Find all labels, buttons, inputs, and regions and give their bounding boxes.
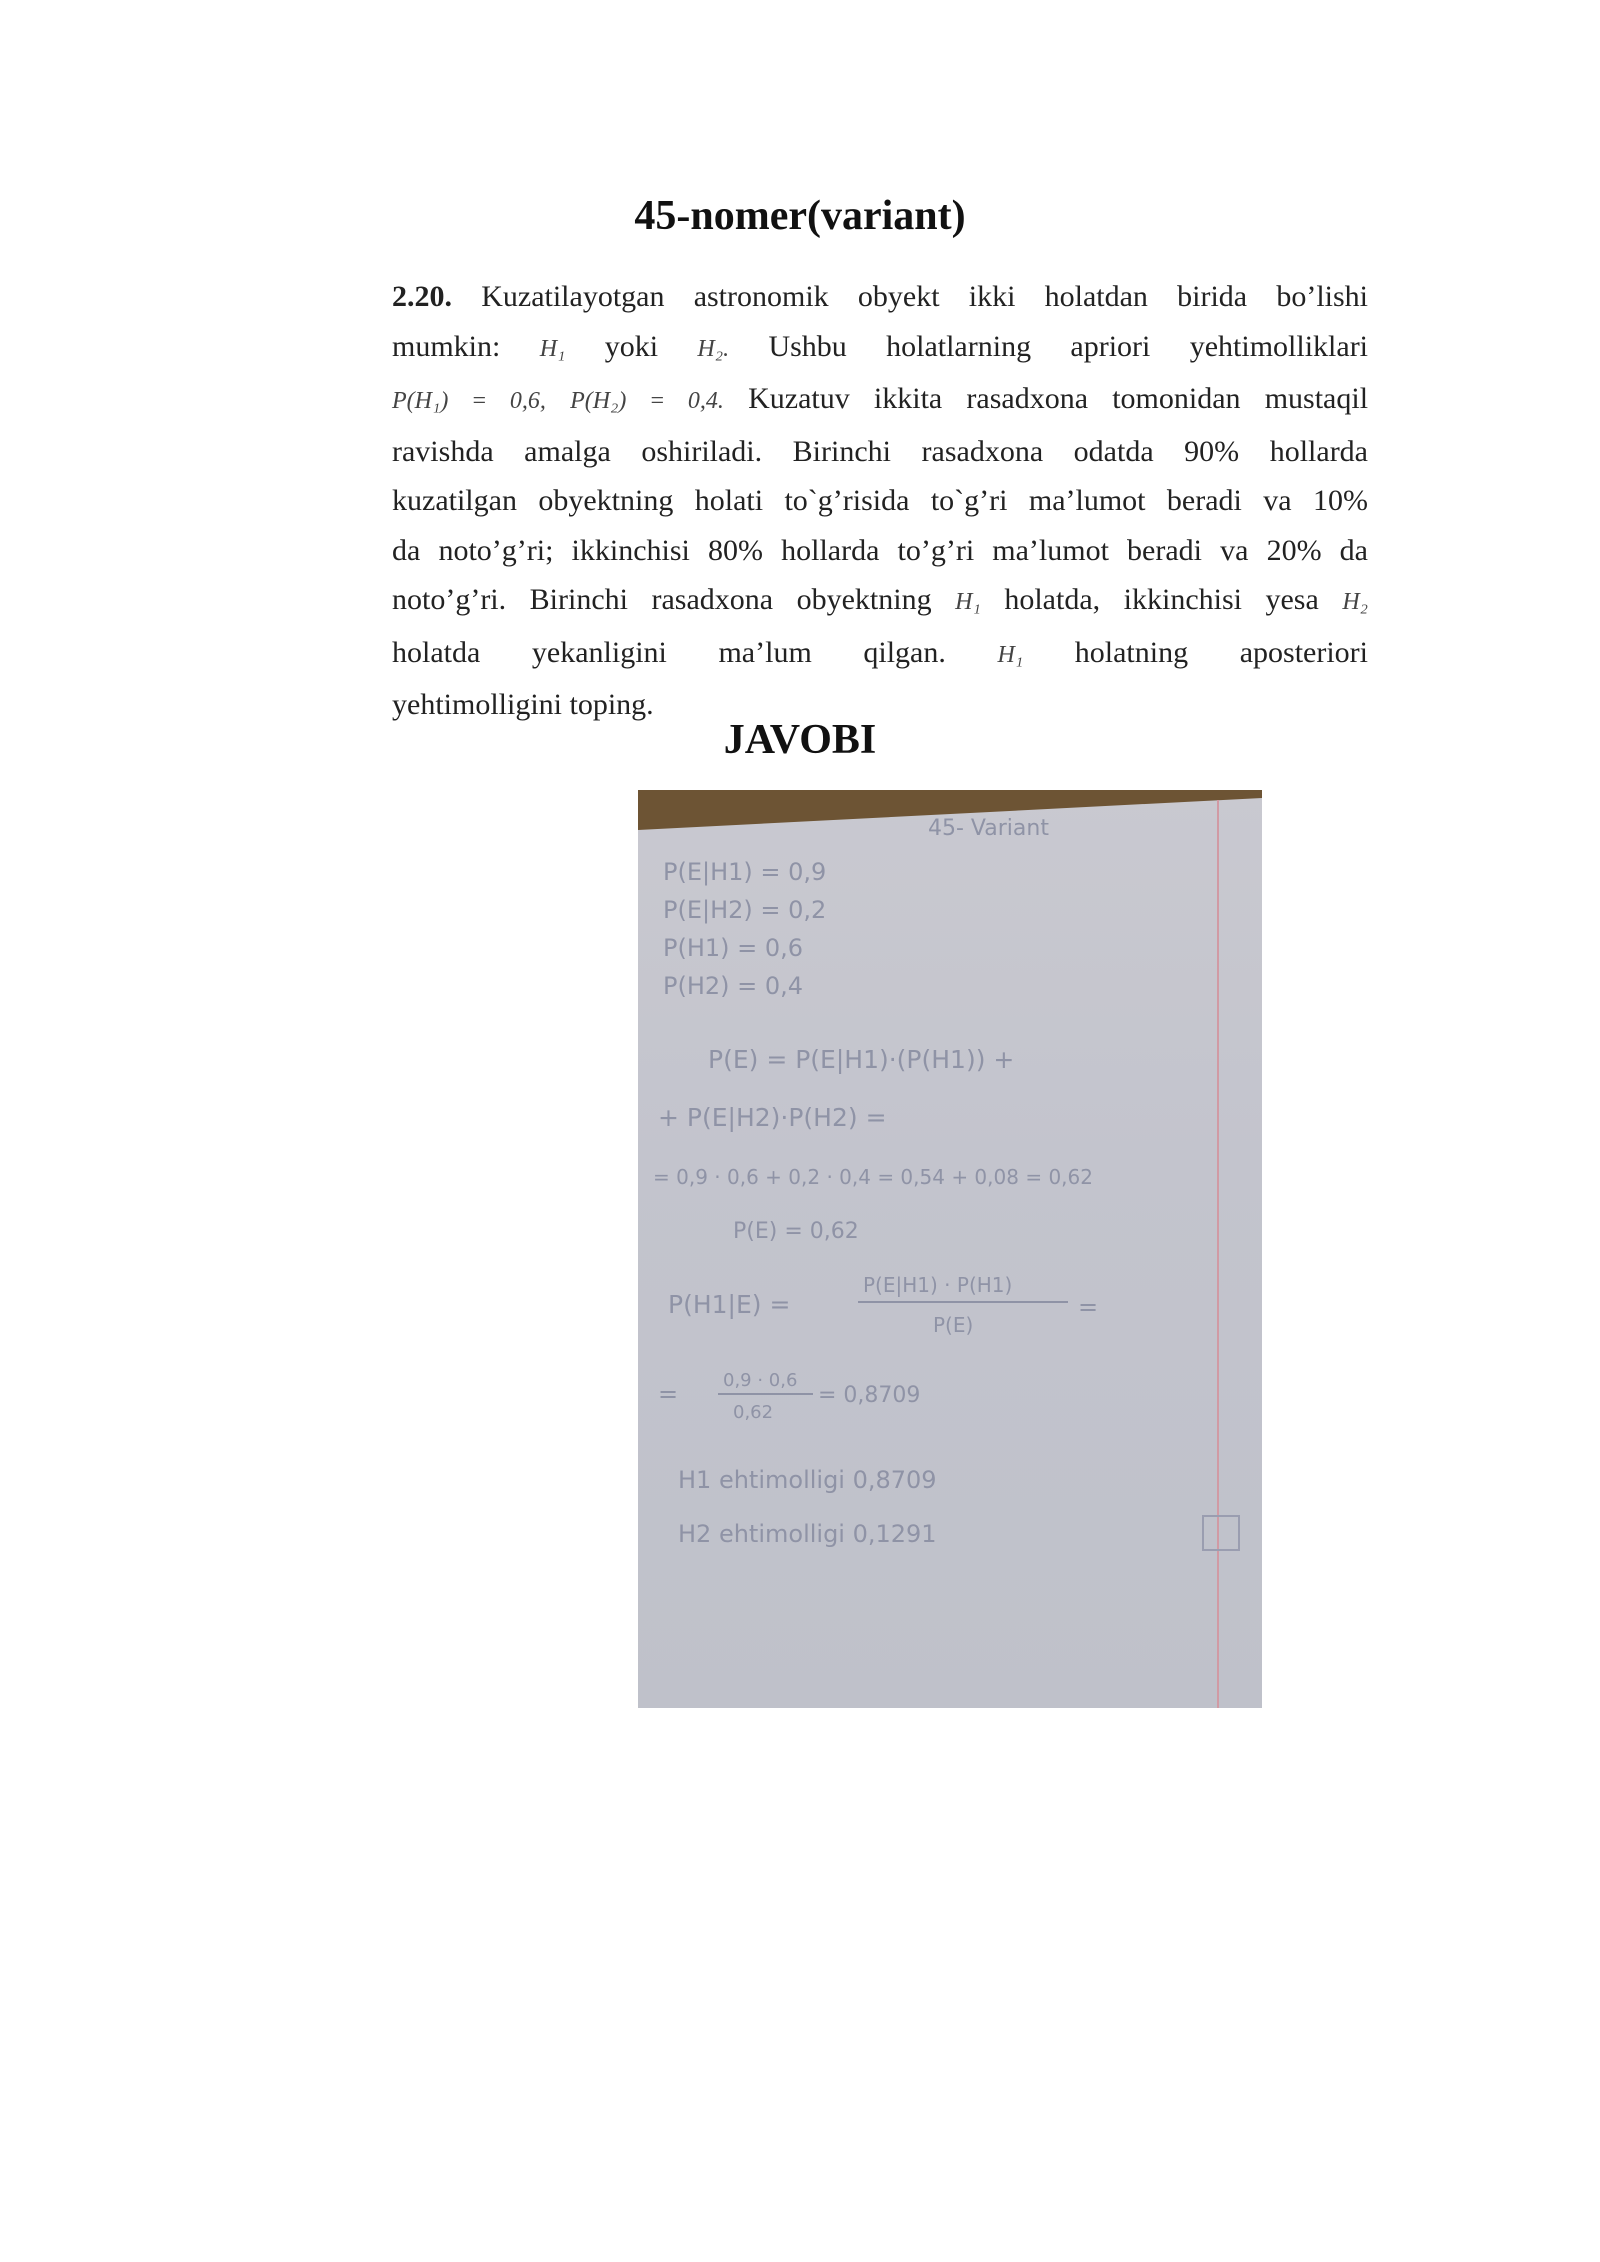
hw-line: P(E|H2) = 0,2 — [663, 896, 827, 924]
answer-box — [1203, 1516, 1239, 1550]
hw-fraction-numerator: P(E|H1) · P(H1) — [863, 1273, 1013, 1297]
text-span: Kuzatuv ikkita rasadxona tomonidan mustaqil — [748, 382, 1369, 415]
photo-heading: 45- Variant — [928, 816, 1049, 841]
text-span: da noto’g’ri; ikkinchisi 80% hollarda to’g’ri ma’lumot beradi va 20% da — [392, 533, 1368, 567]
hw-line: = 0,9 · 0,6 + 0,2 · 0,4 = 0,54 + 0,08 = 0,62 — [653, 1165, 1093, 1189]
hw-line: P(E) = 0,62 — [733, 1219, 859, 1244]
hw-line: P(E) = P(E|H1)·(P(H1)) + — [708, 1045, 1015, 1074]
problem-text — [392, 272, 1368, 730]
hw-line: + P(E|H2)·P(H2) = — [658, 1103, 887, 1132]
problem-line — [392, 322, 1368, 375]
problem-line — [392, 427, 1368, 477]
text-span: holatning aposteriori — [1074, 635, 1368, 669]
math-span: H₁ — [539, 335, 566, 362]
text-span: yoki — [604, 329, 659, 363]
text-span: ravishda amalga oshiriladi. Birinchi rasadxona odatda 90% hollarda — [392, 434, 1368, 468]
math-span: H₂. — [697, 335, 730, 362]
problem-line — [392, 374, 1368, 427]
text-span: Kuzatilayotgan astronomik obyekt ikki holatdan birida bo’lishi — [481, 280, 1368, 313]
text-span: Ushbu holatlarning apriori yehtimolliklari — [768, 329, 1369, 363]
hw-line: P(H1|E) = — [668, 1290, 791, 1319]
handwritten-solution-photo — [638, 790, 1262, 1708]
text-span: noto’g’ri. Birinchi rasadxona obyektning — [392, 583, 932, 616]
math-span: H₁ — [955, 589, 981, 615]
math-span: P(H₂) = 0,4. — [570, 388, 724, 414]
text-span: yehtimolligini toping. — [392, 688, 654, 721]
problem-line — [392, 526, 1368, 576]
math-span: H₁ — [997, 641, 1024, 668]
photo-svg — [638, 790, 1262, 1708]
problem-line — [392, 628, 1368, 681]
hw-line: H1 ehtimolligi 0,8709 — [678, 1466, 937, 1494]
hw-line: P(H1) = 0,6 — [663, 934, 804, 962]
problem-line — [392, 272, 1368, 322]
answer-title: JAVOBI — [723, 717, 877, 763]
hw-line: P(H2) = 0,4 — [663, 972, 804, 1000]
text-span: mumkin: — [392, 329, 501, 363]
problem-line — [392, 476, 1368, 526]
problem-line — [392, 575, 1368, 628]
math-span: P(H₁) = 0,6, — [392, 388, 546, 414]
problem-number: 2.20. — [392, 280, 452, 313]
hw-line: = — [1078, 1293, 1099, 1321]
hw-line: = 0,8709 — [818, 1383, 921, 1408]
math-span: H₂ — [1342, 589, 1368, 615]
text-span: holatda yekanligini ma’lum qilgan. — [392, 635, 946, 669]
hw-fraction-denominator: 0,62 — [733, 1402, 774, 1423]
page-title: 45-nomer(variant) — [634, 193, 966, 239]
hw-line: H2 ehtimolligi 0,1291 — [678, 1520, 937, 1548]
hw-line: P(E|H1) = 0,9 — [663, 858, 827, 886]
text-span: kuzatilgan obyektning holati to`g’risida to`g’ri ma’lumot beradi va 10% — [392, 484, 1368, 517]
hw-fraction-numerator: 0,9 · 0,6 — [723, 1370, 798, 1391]
text-span: holatda, ikkinchisi yesa — [1004, 583, 1319, 616]
hw-line: = — [658, 1380, 679, 1408]
hw-fraction-denominator: P(E) — [933, 1313, 974, 1337]
